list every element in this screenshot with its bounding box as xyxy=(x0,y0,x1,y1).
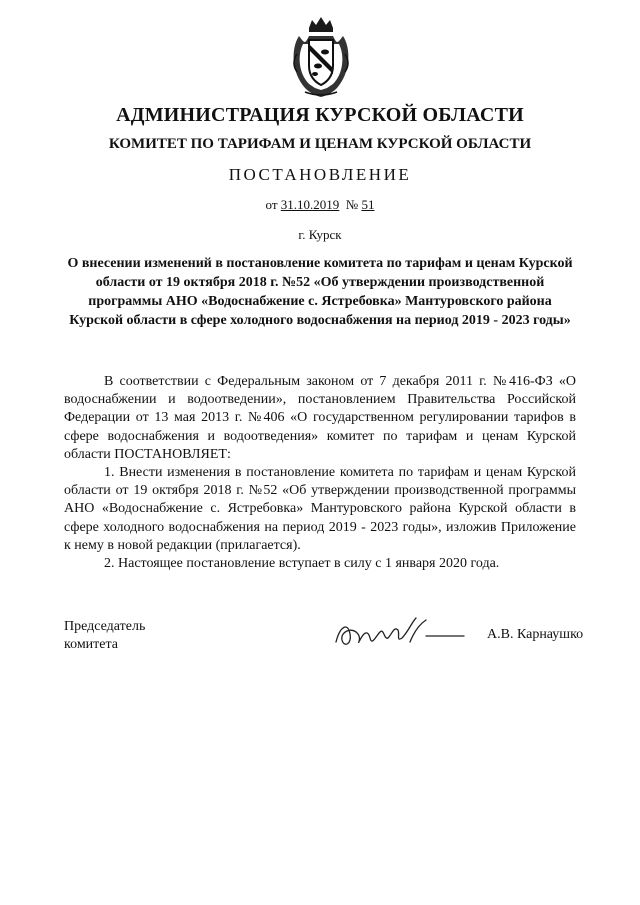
number-prefix: № xyxy=(345,197,359,212)
item-2-paragraph: 2. Настоящее постановление вступает в силу с 1 января 2020 года. xyxy=(104,556,500,572)
position-line-2: комитета xyxy=(64,637,119,652)
handwritten-signature xyxy=(330,612,470,656)
document-date-line xyxy=(0,197,640,213)
document-subject: О внесении изменений в постановление комитета по тарифам и ценам Курской области от 19 октября 2018 г. №52 «Об утверждении производственной программы АНО «Водоснабжение с. Ястребовка» Мантуровского района Курской области в сфере холодного водоснабжения на период 2019 - 2023 годы» xyxy=(67,256,573,328)
document-number: 51 xyxy=(361,197,375,212)
item-1-paragraph: 1. Внести изменения в постановление комитета по тарифам и ценам Курской области от 19 октября 2018 г. №52 «Об утверждении производственной программы АНО «Водоснабжение с. Ястребовка» Мантуровского района Курской области в сфере холодного водоснабжения на период 2019 - 2023 годы», изложив Приложение к нему в новой редакции (прилагается). xyxy=(64,465,576,553)
coat-of-arms-icon xyxy=(285,14,357,98)
document-body xyxy=(64,373,576,573)
city: г. Курск xyxy=(298,227,342,242)
signatory-position xyxy=(64,618,145,654)
document-date: 31.10.2019 xyxy=(280,197,340,212)
administration-title: АДМИНИСТРАЦИЯ КУРСКОЙ ОБЛАСТИ xyxy=(116,104,524,126)
preamble-paragraph: В соответствии с Федеральным законом от 7 декабря 2011 г. №416-ФЗ «О водоснабжении и водоотведении», постановлением Правительства Российской Федерации от 13 мая 2013 г. №406 «О государственном регулировании тарифов в сфере водоснабжения и водоотведения» комитет по тарифам и ценам Курской области ПОСТАНОВЛЯЕТ: xyxy=(64,374,576,462)
position-line-1: Председатель xyxy=(64,619,146,634)
committee-title: КОМИТЕТ ПО ТАРИФАМ И ЦЕНАМ КУРСКОЙ ОБЛАСТИ xyxy=(108,136,532,152)
signatory-name: А.В. Карнаушко xyxy=(487,627,584,642)
document-type: ПОСТАНОВЛЕНИЕ xyxy=(228,165,412,184)
date-prefix: от xyxy=(265,197,278,212)
